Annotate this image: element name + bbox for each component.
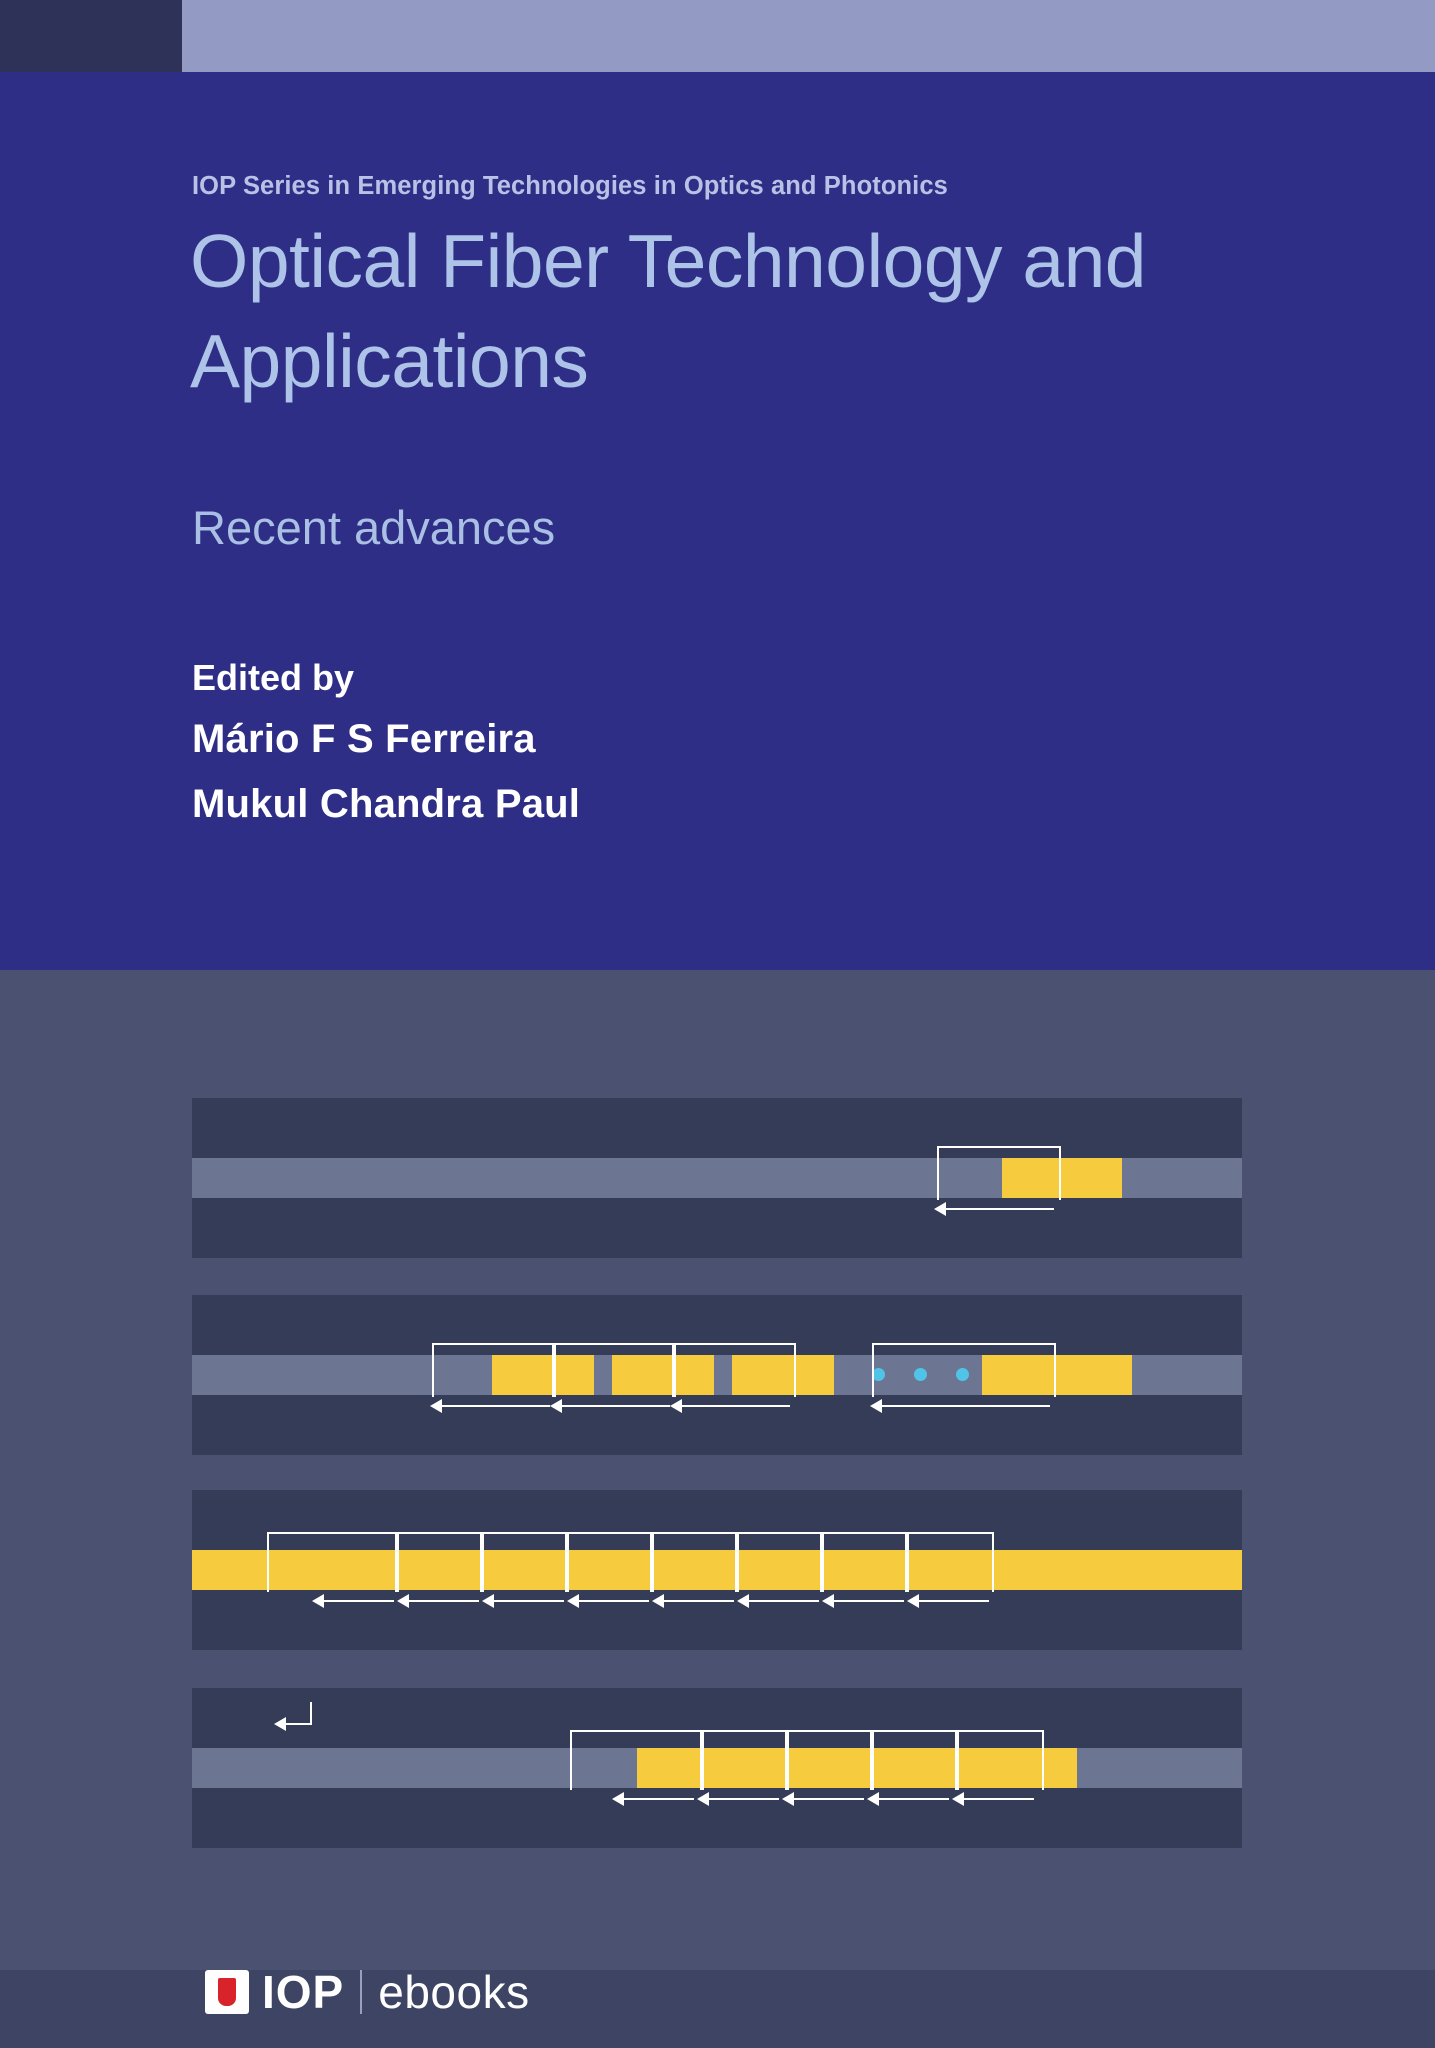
top-bar-right-block	[182, 0, 1435, 72]
transition-box	[937, 1146, 1061, 1200]
return-arrow-stem	[310, 1702, 312, 1724]
arrow-head-icon	[652, 1594, 664, 1608]
arrow-shaft	[440, 1405, 550, 1407]
arrow-head-icon	[737, 1594, 749, 1608]
editor-name-2: Mukul Chandra Paul	[192, 782, 581, 826]
series-title: IOP Series in Emerging Technologies in Optics and Photonics	[192, 172, 948, 200]
arrow-shaft	[322, 1600, 394, 1602]
transition-box	[700, 1730, 789, 1790]
arrow-shaft	[680, 1405, 790, 1407]
cover-illustration	[0, 970, 1435, 1970]
transition-box	[872, 1343, 1056, 1397]
arrow-head-icon	[867, 1792, 879, 1806]
arrow-head-icon	[567, 1594, 579, 1608]
arrow-shaft	[880, 1405, 1050, 1407]
transition-box	[905, 1532, 994, 1592]
subtitle: Recent advances	[192, 501, 556, 554]
arrow-head-icon	[482, 1594, 494, 1608]
arrow-head-icon	[697, 1792, 709, 1806]
arrow-shaft	[792, 1798, 864, 1800]
logo-divider	[360, 1970, 362, 2014]
publisher-product: ebooks	[378, 1966, 530, 2018]
arrow-shaft	[492, 1600, 564, 1602]
transition-box	[432, 1343, 556, 1397]
arrow-shaft	[832, 1600, 904, 1602]
transition-box	[672, 1343, 796, 1397]
page-title: Optical Fiber Technology and Applications	[190, 219, 1147, 403]
arrow-shaft	[962, 1798, 1034, 1800]
transition-box	[480, 1532, 569, 1592]
title-panel	[0, 72, 1435, 970]
figure-row-2	[192, 1295, 1242, 1455]
arrow-shaft	[577, 1600, 649, 1602]
arrow-head-icon	[782, 1792, 794, 1806]
arrow-head-icon	[612, 1792, 624, 1806]
arrow-shaft	[622, 1798, 694, 1800]
arrow-shaft	[707, 1798, 779, 1800]
return-arrow-shaft	[284, 1723, 312, 1725]
figure-row-4	[192, 1688, 1242, 1848]
arrow-head-icon	[312, 1594, 324, 1608]
arrow-shaft	[560, 1405, 670, 1407]
publisher-logo	[205, 1962, 530, 2022]
transition-box	[955, 1730, 1044, 1790]
arrow-head-icon	[274, 1717, 286, 1731]
arrow-head-icon	[952, 1792, 964, 1806]
arrow-shaft	[944, 1208, 1054, 1210]
transition-box	[267, 1532, 399, 1592]
arrow-head-icon	[907, 1594, 919, 1608]
arrow-head-icon	[822, 1594, 834, 1608]
arrow-head-icon	[550, 1399, 562, 1413]
edited-by-label: Edited by	[192, 657, 355, 698]
arrow-shaft	[877, 1798, 949, 1800]
arrow-head-icon	[397, 1594, 409, 1608]
transition-box	[395, 1532, 484, 1592]
transition-box	[735, 1532, 824, 1592]
editor-name-1: Mário F S Ferreira	[192, 717, 536, 761]
arrow-shaft	[407, 1600, 479, 1602]
publisher-name: IOP	[262, 1966, 345, 2018]
arrow-head-icon	[670, 1399, 682, 1413]
iop-logo-icon	[205, 1970, 249, 2014]
figure-row-1	[192, 1098, 1242, 1258]
arrow-head-icon	[934, 1202, 946, 1216]
transition-box	[565, 1532, 654, 1592]
arrow-shaft	[662, 1600, 734, 1602]
arrow-shaft	[747, 1600, 819, 1602]
transition-box	[570, 1730, 704, 1790]
top-bar-left-block	[0, 0, 182, 72]
transition-box	[785, 1730, 874, 1790]
arrow-head-icon	[430, 1399, 442, 1413]
transition-box	[870, 1730, 959, 1790]
arrow-shaft	[917, 1600, 989, 1602]
transition-box	[552, 1343, 676, 1397]
figure-row-3	[192, 1490, 1242, 1650]
transition-box	[650, 1532, 739, 1592]
arrow-head-icon	[870, 1399, 882, 1413]
transition-box	[820, 1532, 909, 1592]
